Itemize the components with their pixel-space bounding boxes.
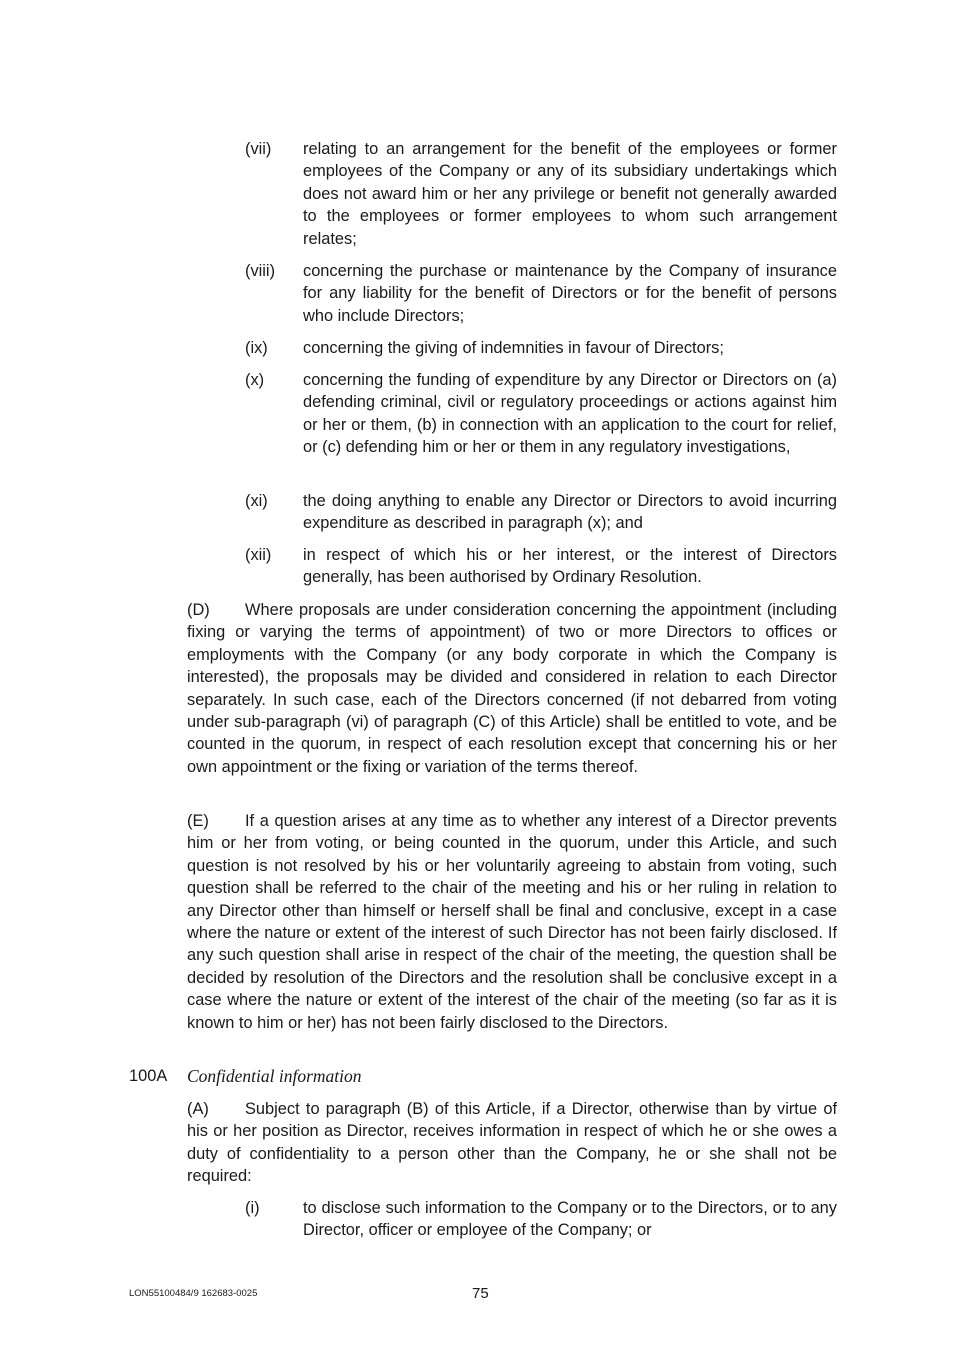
list-item-xi (245, 490, 837, 535)
paragraph-label: (E) (187, 812, 209, 830)
list-item-ix (245, 337, 837, 359)
list-item-number: (vii) (245, 140, 272, 158)
list-item-viii (245, 260, 837, 327)
paragraph-label: (A) (187, 1100, 209, 1118)
list-item-i (245, 1197, 837, 1242)
paragraph-a (187, 1098, 837, 1188)
list-item-vii (245, 138, 837, 250)
list-item-text: concerning the purchase or maintenance by the Company of insurance for any liability for the benefit of Directors or for the benefit of persons who include Directors; (303, 262, 837, 325)
list-item-text: concerning the giving of indemnities in favour of Directors; (303, 339, 724, 357)
list-item-xii (245, 544, 837, 589)
list-item-number: (viii) (245, 262, 276, 280)
list-item-text: to disclose such information to the Company or to the Directors, or to any Director, officer or employee of the Company; or (303, 1199, 837, 1240)
paragraph-d (187, 599, 837, 778)
paragraph-e (187, 810, 837, 1034)
page-number: 75 (472, 1285, 489, 1302)
article-number: 100A (129, 1067, 168, 1085)
list-item-text: the doing anything to enable any Director or Directors to avoid incurring expenditure as described in paragraph (x); and (303, 492, 837, 533)
list-item-text: relating to an arrangement for the benefit of the employees or former employees of the Company or any of its subsidiary undertakings which does not award him or her any privilege or benefit not generally awarded to the employees or former employees to whom such arrangement relates; (303, 140, 837, 248)
list-item-number: (x) (245, 371, 265, 389)
list-item-number: (i) (245, 1199, 260, 1217)
article-title: Confidential information (187, 1066, 362, 1086)
paragraph-text: If a question arises at any time as to whether any interest of a Director prevents him or her from voting, or being counted in the quorum, under this Article, and such question is not resolved by his or her voluntarily agreeing to abstain from voting, such question shall be referred to the chair of the meeting and his or her ruling in relation to any Director other than himself or herself shall be final and conclusive, except in a case where the nature or extent of the interest of such Director has not been fairly disclosed. If any such question shall arise in respect of the chair of the meeting, the question shall be decided by resolution of the Directors and the resolution shall be conclusive except in a case where the nature or extent of the interest of the chair of the meeting (so far as it is known to him or her) has not been fairly disclosed to the Directors. (187, 812, 837, 1032)
list-item-number: (xi) (245, 492, 268, 510)
list-item-number: (ix) (245, 339, 268, 357)
list-item-text: concerning the funding of expenditure by any Director or Directors on (a) defending criminal, civil or regulatory proceedings or actions against him or her or them, (b) in connection with an application to the court for relief, or (c) defending him or her or them in any regulatory investigations, (303, 371, 837, 457)
list-item-number: (xii) (245, 546, 272, 564)
paragraph-text: Subject to paragraph (B) of this Article, if a Director, otherwise than by virtue of his or her position as Director, receives information in respect of which he or she owes a duty of confidentiality to a person other than the Company, he or she shall not be required: (187, 1100, 837, 1186)
footer-document-reference: LON55100484/9 162683-0025 (129, 1288, 258, 1299)
paragraph-text: Where proposals are under consideration concerning the appointment (including fixing or varying the terms of appointment) of two or more Directors to offices or employments with the Company (or any body corporate in which the Company is interested), the proposals may be divided and considered in relation to each Director separately. In such case, each of the Directors concerned (if not debarred from voting under sub-paragraph (vi) of paragraph (C) of this Article) shall be entitled to vote, and be counted in the quorum, in respect of each resolution except that concerning his or her own appointment or the fixing or variation of the terms thereof. (187, 601, 837, 776)
list-item-x (245, 369, 837, 459)
paragraph-label: (D) (187, 601, 210, 619)
list-item-text: in respect of which his or her interest, or the interest of Directors generally, has been authorised by Ordinary Resolution. (303, 546, 837, 587)
